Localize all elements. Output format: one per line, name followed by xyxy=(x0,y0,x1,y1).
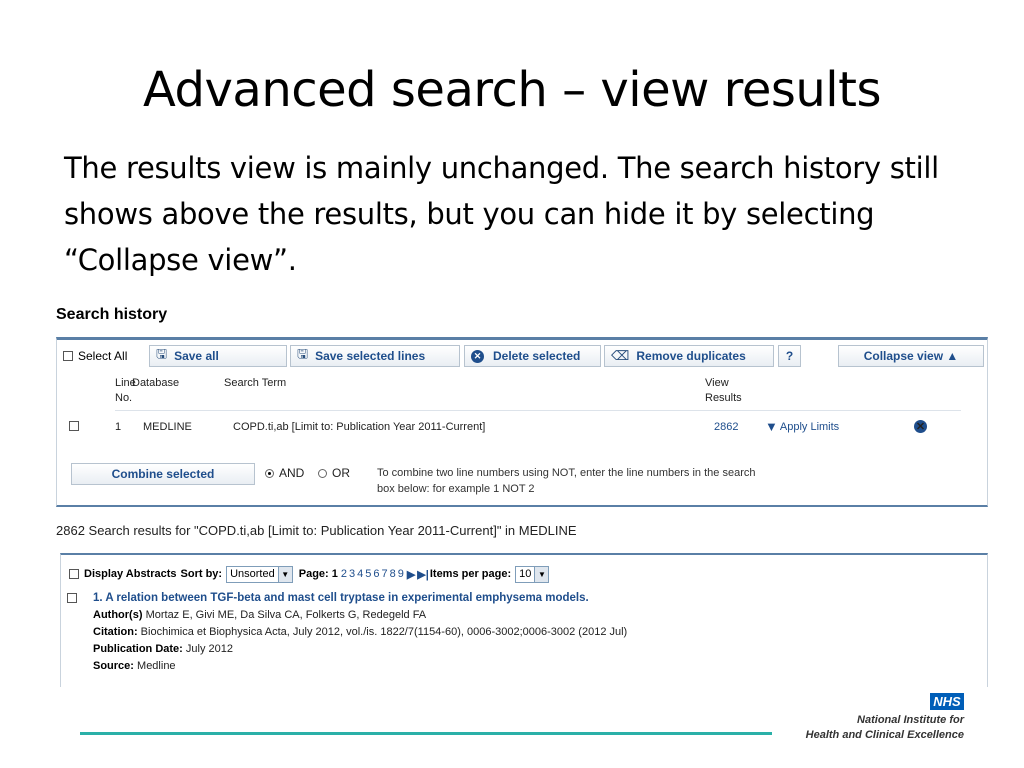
and-label: AND xyxy=(279,466,305,480)
authors-value: Mortaz E, Givi ME, Da Silva CA, Folkerts G, Redegeld FA xyxy=(145,609,427,621)
items-per-page-value: 10 xyxy=(519,568,532,580)
page-link[interactable]: 3 xyxy=(348,568,356,580)
nice-line-2: Health and Clinical Excellence xyxy=(805,729,964,741)
row-line-number: 1 xyxy=(115,421,122,433)
chevron-down-icon: ▼ xyxy=(534,567,548,582)
combine-hint-line-1: To combine two line numbers using NOT, enter the line numbers in the search xyxy=(377,467,756,479)
page-link[interactable]: 9 xyxy=(397,568,404,580)
save-all-label: Save all xyxy=(174,349,219,363)
citation-label: Citation: xyxy=(93,626,138,638)
row-delete-icon[interactable]: ✕ xyxy=(915,421,926,433)
col-header-results: Results xyxy=(705,392,742,404)
help-button[interactable] xyxy=(778,345,801,367)
collapse-view-label: Collapse view ▲ xyxy=(863,349,959,363)
col-header-view: View xyxy=(705,377,729,389)
results-summary: 2862 Search results for "COPD.ti,ab [Limit to: Publication Year 2011-Current]" in MEDLINE xyxy=(56,523,577,538)
results-panel xyxy=(60,553,988,687)
delete-selected-button[interactable] xyxy=(464,345,601,367)
page-link[interactable]: 4 xyxy=(357,568,364,580)
save-selected-label: Save selected lines xyxy=(315,349,426,363)
apply-limits-link[interactable] xyxy=(765,419,839,434)
display-abstracts-label: Display Abstracts xyxy=(84,568,177,580)
combine-hint-line-2: box below: for example 1 NOT 2 xyxy=(377,483,535,495)
sort-select[interactable] xyxy=(226,566,293,583)
page-link[interactable]: 7 xyxy=(381,568,388,580)
pubdate-value: July 2012 xyxy=(185,643,233,655)
nhs-logo: NHS xyxy=(930,693,964,710)
col-header-line: Line xyxy=(115,377,136,389)
record-title-link[interactable]: 1. A relation between TGF-beta and mast cell tryptase in experimental emphysema models. xyxy=(93,592,589,604)
or-label: OR xyxy=(332,466,350,480)
remove-duplicates-label: Remove duplicates xyxy=(636,349,746,363)
record-publication-date xyxy=(93,641,627,658)
col-header-database: Database xyxy=(132,377,180,389)
combine-selected-button[interactable]: Combine selected xyxy=(71,463,255,485)
select-all-control[interactable] xyxy=(63,345,127,367)
row-results-link[interactable]: 2862 xyxy=(714,421,739,433)
floppy-disk-icon: 🖫 xyxy=(156,346,168,361)
help-label: ? xyxy=(785,349,794,363)
source-label: Source: xyxy=(93,660,134,672)
header-divider xyxy=(115,410,961,411)
citation-value: Biochimica et Biophysica Acta, July 2012, vol./is. 1822/7(1154-60), 0006-3002;0006-3002 (2012 Jul) xyxy=(140,626,628,638)
page-link[interactable]: 6 xyxy=(373,568,380,580)
list-item xyxy=(93,590,627,675)
select-all-checkbox[interactable] xyxy=(63,351,73,361)
floppy-disk-icon: 🖫 xyxy=(297,346,309,361)
col-header-search-term: Search Term xyxy=(224,377,287,389)
search-history-panel xyxy=(56,337,988,507)
last-page-icon[interactable]: ▶| xyxy=(417,568,429,581)
search-history-heading: Search history xyxy=(56,306,168,323)
slide-body-text: The results view is mainly unchanged. The search history still shows above the results, but you can hide it by selecting “Collapse view”. xyxy=(64,151,939,277)
current-page: 1 xyxy=(331,568,338,580)
footer-accent-line xyxy=(80,732,772,735)
page-link[interactable]: 8 xyxy=(389,568,396,580)
page-label: Page: xyxy=(298,568,329,580)
row-search-term: COPD.ti,ab [Limit to: Publication Year 2011-Current] xyxy=(233,421,486,433)
delete-icon: ✕ xyxy=(471,350,484,363)
col-header-no: No. xyxy=(115,392,133,404)
filter-icon: ▼ xyxy=(765,419,778,434)
sort-select-value: Unsorted xyxy=(230,568,275,580)
combine-hint xyxy=(377,465,755,497)
select-all-label: Select All xyxy=(78,349,128,363)
search-history-toolbar xyxy=(57,345,987,369)
or-radio-option[interactable] xyxy=(318,466,350,480)
items-per-page-select[interactable] xyxy=(515,566,549,583)
collapse-view-button[interactable] xyxy=(838,345,984,367)
record-citation xyxy=(93,624,627,641)
and-radio-option[interactable] xyxy=(265,466,304,480)
next-page-icon[interactable]: ▶ xyxy=(406,568,416,581)
page-link[interactable]: 5 xyxy=(365,568,372,580)
record-checkbox[interactable] xyxy=(67,593,77,603)
row-database: MEDLINE xyxy=(143,421,192,433)
and-radio[interactable] xyxy=(265,469,274,478)
items-per-page-label: Items per page: xyxy=(429,568,512,580)
chevron-down-icon: ▼ xyxy=(278,567,292,582)
pubdate-label: Publication Date: xyxy=(93,643,183,655)
save-selected-button[interactable] xyxy=(290,345,460,367)
display-abstracts-checkbox[interactable] xyxy=(69,569,79,579)
source-value: Medline xyxy=(137,660,176,672)
row-checkbox[interactable] xyxy=(69,421,79,431)
save-all-button[interactable] xyxy=(149,345,287,367)
col-header-view-results xyxy=(705,376,742,406)
results-toolbar xyxy=(69,564,555,584)
nice-logo-text xyxy=(806,713,964,743)
record-source xyxy=(93,658,627,675)
page-link[interactable]: 2 xyxy=(340,568,347,580)
remove-duplicates-icon: ⌫ xyxy=(611,348,630,363)
remove-duplicates-button[interactable] xyxy=(604,345,774,367)
or-radio[interactable] xyxy=(318,469,327,478)
nice-line-1: National Institute for xyxy=(857,714,964,726)
sort-by-label: Sort by: xyxy=(180,568,223,580)
delete-selected-label: Delete selected xyxy=(493,349,581,363)
apply-limits-label: Apply Limits xyxy=(779,420,840,433)
record-authors xyxy=(93,607,627,624)
slide-title: Advanced search – view results xyxy=(143,62,881,118)
authors-label: Author(s) xyxy=(93,609,143,621)
